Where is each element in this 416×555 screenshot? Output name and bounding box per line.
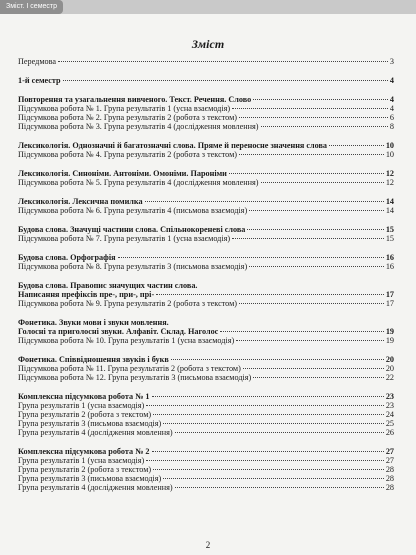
dot-leader [163,423,384,424]
toc-entry [18,76,394,85]
toc-entry [18,197,394,206]
dot-leader [232,108,388,109]
dot-leader [171,359,384,360]
dot-leader [229,173,384,174]
toc-entry-page: 10 [385,150,394,159]
dot-leader [175,432,384,433]
toc-entry-title: Підсумкова робота № 12. Група результатів 3 (письмова взаємодія) [18,373,252,382]
toc-entry-page: 15 [385,225,394,234]
toc-entry-title: Будова слова. Орфографія [18,253,116,262]
dot-leader [145,201,384,202]
toc-entry-title: Підсумкова робота № 8. Група результатів 3 (письмова взаємодія) [18,262,248,271]
toc-entry [18,465,394,474]
dot-leader [249,266,384,267]
dot-leader [253,377,384,378]
toc-entry-title: Комплексна підсумкова робота № 2 [18,447,150,456]
toc-entry [18,410,394,419]
dot-leader [236,340,384,341]
toc-entry [18,281,394,290]
toc-entry-title: Підсумкова робота № 9. Група результатів 2 (робота з текстом) [18,299,238,308]
toc-entry-title: Лексикологія. Синоніми. Антоніми. Омоніми. Пароніми [18,169,227,178]
toc-entry-page: 23 [385,392,394,401]
toc-entry-title: Група результатів 2 (робота з текстом) [18,465,152,474]
toc-entry-title: Підсумкова робота № 10. Група результатів 1 (усна взаємодія) [18,336,235,345]
toc-entry [18,355,394,364]
toc-entry-title: Група результатів 1 (усна взаємодія) [18,401,145,410]
toc-entry-title: Група результатів 2 (робота з текстом) [18,410,152,419]
toc-entry-title: Підсумкова робота № 3. Група результатів 4 (дослідження мовлення) [18,122,259,131]
toc-entry [18,392,394,401]
toc-entry-page: 12 [385,178,394,187]
toc-entry-title: Підсумкова робота № 2. Група результатів 2 (робота з текстом) [18,113,238,122]
toc-entry [18,234,394,243]
toc-entry [18,104,394,113]
toc-entry-page: 3 [389,57,394,66]
toc-entry-title: Підсумкова робота № 6. Група результатів 4 (письмова взаємодія) [18,206,248,215]
toc-entry-page: 25 [385,419,394,428]
toc-entry-title: Фонетика. Звуки мови і звуки мовлення. [18,318,169,327]
toc-entry [18,474,394,483]
toc-entry-title: Група результатів 3 (письмова взаємодія) [18,474,162,483]
toc-entry-title: Підсумкова робота № 4. Група результатів 2 (робота з текстом) [18,150,238,159]
toc-entry [18,419,394,428]
dot-leader [249,210,384,211]
toc-entry [18,364,394,373]
toc-entry [18,428,394,437]
toc-entry-page: 14 [385,197,394,206]
toc-entry-page: 19 [385,327,394,336]
toc-entry [18,262,394,271]
toc-entry-title: Будова слова. Правопис значущих частин слова. [18,281,198,290]
toc-entry [18,225,394,234]
toc-entry [18,150,394,159]
dot-leader [146,460,384,461]
dot-leader [152,451,384,452]
toc-entry [18,57,394,66]
page-header [0,0,416,14]
dot-leader [146,405,384,406]
toc-entry-page: 12 [385,169,394,178]
toc-entry-title: Фонетика. Співвідношення звуків і букв [18,355,169,364]
toc-entry-page: 6 [389,113,394,122]
toc-entry-page: 4 [389,76,394,85]
toc-entry-title: Група результатів 4 (дослідження мовлення) [18,428,173,437]
dot-leader [253,99,388,100]
toc-entry-title: Лексикологія. Лексична помилка [18,197,143,206]
toc-entry-page: 8 [389,122,394,131]
toc-entry-page: 14 [385,206,394,215]
toc-entry [18,122,394,131]
toc-entry-page: 19 [385,336,394,345]
toc-entry-page: 27 [385,456,394,465]
toc-entry-title: Група результатів 4 (дослідження мовлення) [18,483,173,492]
toc-entry-page: 4 [389,95,394,104]
toc-entry-page: 24 [385,410,394,419]
toc-entry-page: 15 [385,234,394,243]
toc-entry [18,95,394,104]
toc-entry-title: Група результатів 1 (усна взаємодія) [18,456,145,465]
toc-entry-title: Лексикологія. Однозначні й багатозначні слова. Пряме й переносне значення слова [18,141,328,150]
toc-entry-title: Повторення та узагальнення вивченого. Текст. Речення. Слово [18,95,252,104]
toc-entry-page: 23 [385,401,394,410]
toc-entry-page: 26 [385,428,394,437]
toc-entry [18,299,394,308]
toc-entry-page: 17 [385,299,394,308]
toc-entry [18,401,394,410]
toc-entry-page: 20 [385,355,394,364]
dot-leader [243,368,384,369]
toc-entry-title: Передмова [18,57,56,66]
toc-entry-page: 16 [385,262,394,271]
toc-entry-title: Голосні та приголосні звуки. Алфавіт. Склад. Наголос [18,327,219,336]
toc-entry-page: 28 [385,474,394,483]
toc-entry [18,456,394,465]
dot-leader [63,80,388,81]
toc-entry [18,336,394,345]
toc-entry-page: 28 [385,465,394,474]
toc-entry [18,373,394,382]
toc-entry-title: Підсумкова робота № 11. Група результатів 2 (робота з текстом) [18,364,241,373]
dot-leader [153,469,384,470]
toc-entry-page: 16 [385,253,394,262]
dot-leader [118,257,384,258]
dot-leader [220,331,384,332]
toc-entry-title: Підсумкова робота № 7. Група результатів 1 (усна взаємодія) [18,234,231,243]
dot-leader [163,478,384,479]
toc-entry-page: 20 [385,364,394,373]
dot-leader [261,182,384,183]
toc-entry-page: 4 [389,104,394,113]
toc-entry [18,483,394,492]
toc-entry [18,318,394,327]
page-number: 2 [205,540,211,550]
toc-entry [18,290,394,299]
toc-entry-title: Написання префіксів пре-, при-, прі- [18,290,155,299]
dot-leader [261,126,388,127]
dot-leader [232,238,384,239]
dot-leader [239,117,388,118]
toc-entry-page: 28 [385,483,394,492]
toc-entry-page: 10 [385,141,394,150]
toc-entry-page: 27 [385,447,394,456]
dot-leader [329,145,384,146]
toc-entry [18,253,394,262]
page-title: Зміст [191,37,225,51]
toc-entry-title: Підсумкова робота № 1. Група результатів 1 (усна взаємодія) [18,104,231,113]
toc-entry [18,327,394,336]
dot-leader [239,303,384,304]
dot-leader [175,487,384,488]
toc-entry-page: 22 [385,373,394,382]
toc-entry [18,206,394,215]
dot-leader [58,61,388,62]
toc-entry-title: Підсумкова робота № 5. Група результатів 4 (дослідження мовлення) [18,178,259,187]
dot-leader [247,229,383,230]
section-tab: Зміст. І семестр [0,0,63,14]
toc-entry [18,447,394,456]
dot-leader [156,294,384,295]
toc-entry [18,178,394,187]
toc-entry-title: 1-й семестр [18,76,61,85]
dot-leader [239,154,384,155]
toc-entry [18,113,394,122]
toc-entry [18,141,394,150]
toc-entry-title: Будова слова. Значущі частини слова. Спільнокореневі слова [18,225,246,234]
toc-entry-title: Група результатів 3 (письмова взаємодія) [18,419,162,428]
dot-leader [152,396,384,397]
toc-entry-title: Комплексна підсумкова робота № 1 [18,392,150,401]
table-of-contents [18,57,394,492]
toc-entry [18,169,394,178]
toc-entry-page: 17 [385,290,394,299]
dot-leader [153,414,384,415]
